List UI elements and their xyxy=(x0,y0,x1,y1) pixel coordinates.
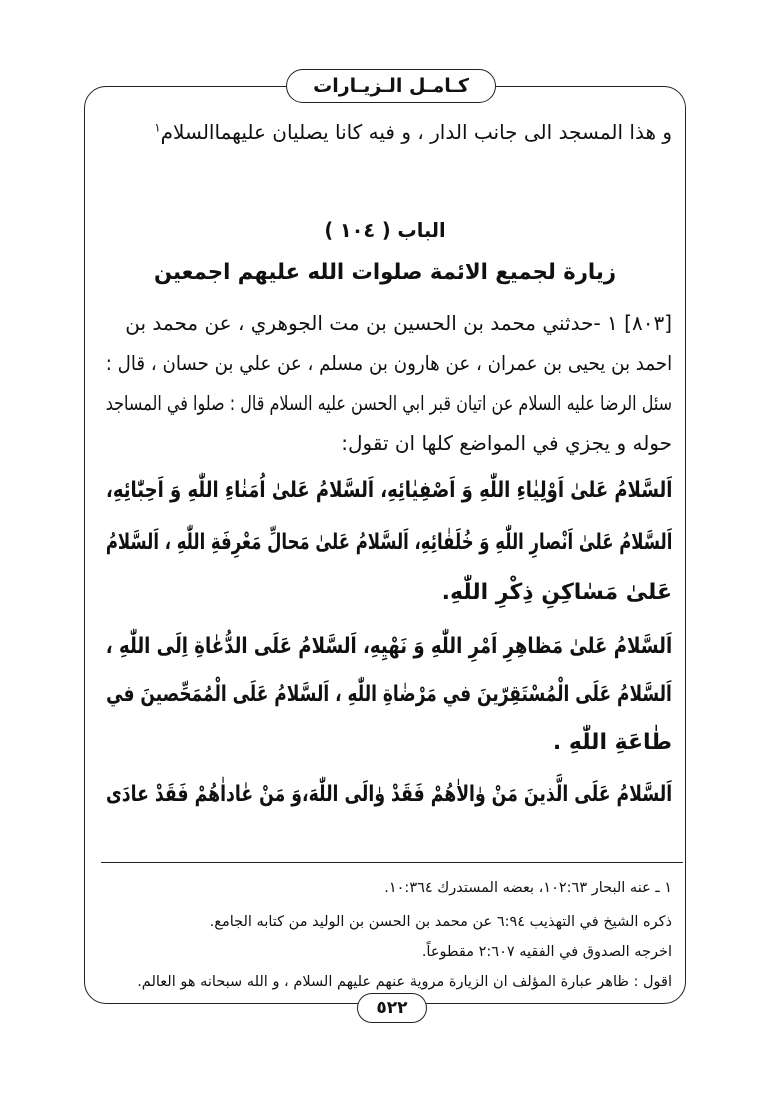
book-title: كـامـل الـزيـارات xyxy=(313,75,469,97)
page-number-badge xyxy=(357,993,427,1023)
salam-line: طٰاعَةِ اللّٰهِ . xyxy=(552,730,672,755)
chapter-subtitle: زيارة لجميع الائمة صلوات الله عليهم اجمعين xyxy=(153,260,617,285)
salam-line: اَلسَّلامُ عَلَى الَّذينَ مَنْ وٰالاٰهُمْ فَقَدْ وٰالَى اللّٰهَ،وَ مَنْ عٰاداٰهُمْ فَقَدْ عادَى xyxy=(105,782,672,807)
salam-line: اَلسَّلامُ عَلىٰ اَنْصارِ اللّٰهِ وَ خُلَفٰائِهِ، اَلسَّلامُ عَلىٰ مَحالِّ مَعْرِفَةِ اللّٰهِ ، اَلسَّلامُ xyxy=(105,530,672,555)
footnote: اخرجه الصدوق في الفقيه ٢:٦٠٧ مقطوعاً. xyxy=(421,944,672,960)
hadith-line: سئل الرضا عليه السلام عن اتيان قبر ابي الحسن عليه السلام قال : صلوا في المساجد xyxy=(105,391,672,415)
footnote-divider xyxy=(101,862,683,863)
footnote: ذكره الشيخ في التهذيب ٦:٩٤ عن محمد بن الحسن بن الوليد من كتابه الجامع. xyxy=(209,914,672,930)
footnote: اقول : ظاهر عبارة المؤلف ان الزيارة مروية عنهم عليهم السلام ، و الله سبحانه هو العالم. xyxy=(137,974,672,990)
hadith-line: حوله و يجزي في المواضع كلها ان تقول: xyxy=(341,431,672,455)
salam-line: اَلسَّلامُ عَلىٰ اَوْلِيٰاءِ اللّٰهِ وَ اَصْفِيٰائِهِ، اَلسَّلامُ عَلىٰ اُمَنٰاءِ اللّٰهِ وَ اَحِبّٰائِهِ، xyxy=(105,478,672,503)
footnote: ١ ـ عنه البحار ١٠٢:٦٣، بعضه المستدرك ١٠:٣٦٤. xyxy=(384,880,672,896)
hadith-line: [٨٠٣] ١ -حدثني محمد بن الحسين بن مت الجوهري ، عن محمد بن xyxy=(125,311,672,335)
salam-line: اَلسَّلامُ عَلَى الْمُسْتَقِرّينَ في مَرْضٰاةِ اللّٰهِ ، اَلسَّلامُ عَلَى الْمُمَحِّصينَ في xyxy=(106,682,672,707)
running-header xyxy=(286,69,496,103)
page-number: ٥٢٢ xyxy=(376,998,408,1018)
salam-line: عَلىٰ مَسٰاكِنِ ذِكْرِ اللّٰهِ. xyxy=(441,580,672,605)
footnote-marker: ١ xyxy=(154,120,161,135)
chapter-title: الباب ( ١٠٤ ) xyxy=(324,218,446,242)
intro-line: و هذا المسجد الى جانب الدار ، و فيه كانا يصليان عليهماالسلام$^١$ xyxy=(154,120,672,144)
hadith-line: احمد بن يحيى بن عمران ، عن هارون بن مسلم ، عن علي بن حسان ، قال : xyxy=(105,351,672,375)
salam-line: اَلسَّلامُ عَلىٰ مَظاهِرِ اَمْرِ اللّٰهِ وَ نَهْيِهِ، اَلسَّلامُ عَلَى الدُّعٰاةِ اِلَى اللّٰهِ ، xyxy=(105,634,672,659)
